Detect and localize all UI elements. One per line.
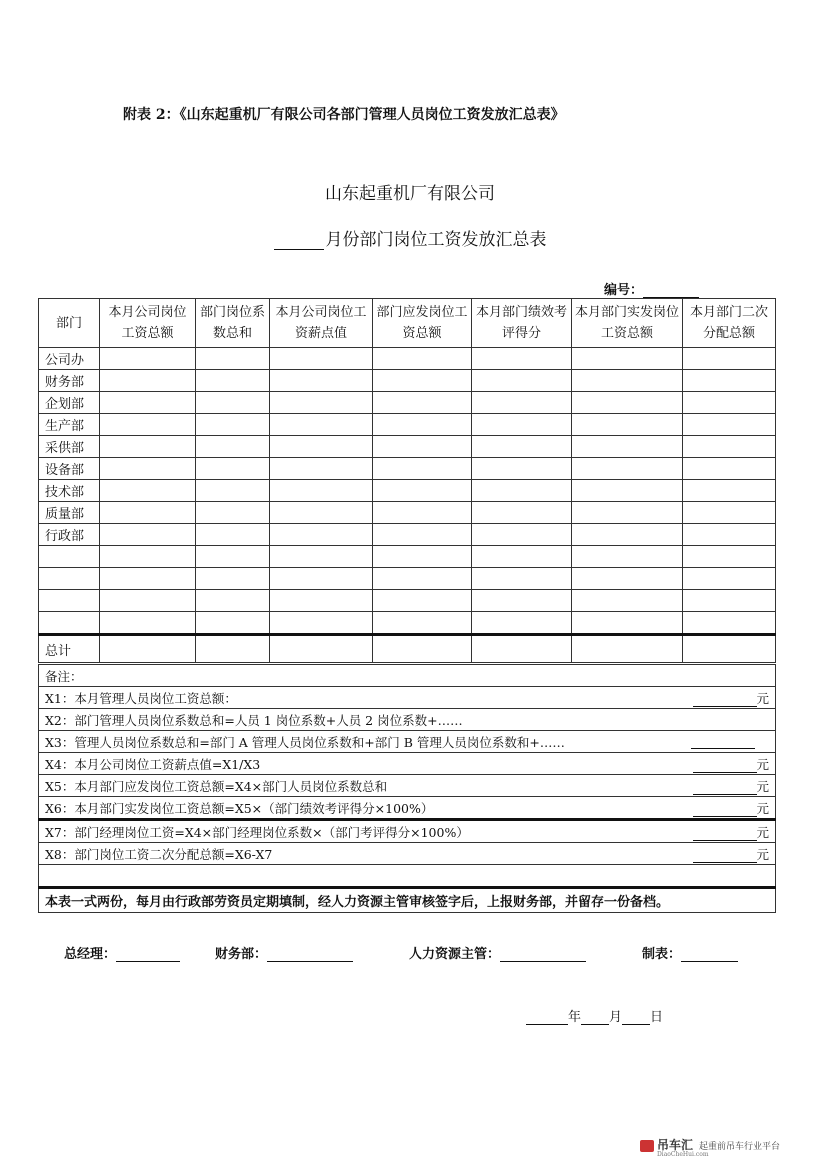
department-name: 财务部 xyxy=(39,370,100,392)
note-row-x3 xyxy=(39,731,776,753)
note-row-x1 xyxy=(39,687,776,709)
watermark-slogan: 起重前吊车行业平台 xyxy=(699,1142,781,1152)
table-cell[interactable] xyxy=(270,370,373,392)
company-name: 山东起重机厂有限公司 xyxy=(325,184,495,204)
department-name: 生产部 xyxy=(39,414,100,436)
table-cell[interactable] xyxy=(683,370,776,392)
note-x7-value[interactable] xyxy=(679,820,776,843)
table-cell[interactable] xyxy=(100,502,196,524)
month-blank[interactable] xyxy=(581,1010,609,1025)
year-blank[interactable] xyxy=(526,1010,568,1025)
table-cell[interactable] xyxy=(472,635,572,663)
table-cell[interactable] xyxy=(683,392,776,414)
table-cell[interactable] xyxy=(683,502,776,524)
day-label: 日 xyxy=(650,1010,664,1025)
table-cell[interactable] xyxy=(270,348,373,370)
month-blank[interactable] xyxy=(274,233,324,250)
table-cell[interactable] xyxy=(100,436,196,458)
table-row xyxy=(39,436,776,458)
table-cell[interactable] xyxy=(472,502,572,524)
table-cell[interactable] xyxy=(100,568,196,590)
table-cell[interactable] xyxy=(100,414,196,436)
empty-note-cell[interactable] xyxy=(39,865,776,888)
table-row xyxy=(39,524,776,546)
table-cell[interactable] xyxy=(373,392,472,414)
table-cell[interactable] xyxy=(373,480,472,502)
table-cell[interactable] xyxy=(270,458,373,480)
table-cell[interactable] xyxy=(196,480,270,502)
table-cell[interactable] xyxy=(270,436,373,458)
gm-blank[interactable] xyxy=(116,947,180,962)
table-cell[interactable] xyxy=(572,502,683,524)
note-x6: X6：本月部门实发岗位工资总额=X5×（部门绩效考评得分×100%） xyxy=(39,797,679,820)
table-cell[interactable] xyxy=(472,392,572,414)
table-row xyxy=(39,370,776,392)
table-cell[interactable] xyxy=(683,414,776,436)
department-name: 质量部 xyxy=(39,502,100,524)
department-name: 采供部 xyxy=(39,436,100,458)
table-cell[interactable] xyxy=(270,612,373,635)
department-name: 技术部 xyxy=(39,480,100,502)
table-cell[interactable] xyxy=(572,635,683,663)
year-label: 年 xyxy=(568,1010,582,1025)
table-cell[interactable] xyxy=(683,590,776,612)
note-x4-value[interactable] xyxy=(679,753,776,775)
watermark-brand: 吊车汇 xyxy=(657,1138,694,1152)
table-cell[interactable] xyxy=(196,414,270,436)
table-cell[interactable] xyxy=(196,524,270,546)
table-cell[interactable] xyxy=(270,502,373,524)
hr-blank[interactable] xyxy=(500,947,586,962)
table-cell[interactable] xyxy=(472,524,572,546)
table-cell[interactable] xyxy=(683,458,776,480)
appendix-title: 附表 2：《山东起重机厂有限公司各部门管理人员岗位工资发放汇总表》 xyxy=(123,107,565,123)
table-cell[interactable] xyxy=(100,480,196,502)
unit-label: 元 xyxy=(756,846,770,862)
table-cell[interactable] xyxy=(100,392,196,414)
table-cell[interactable] xyxy=(572,414,683,436)
note-row-x7 xyxy=(39,820,776,843)
table-cell[interactable] xyxy=(100,590,196,612)
unit-label: 元 xyxy=(756,778,770,794)
table-cell[interactable] xyxy=(373,502,472,524)
table-cell[interactable] xyxy=(683,546,776,568)
preparer-blank[interactable] xyxy=(681,947,738,962)
note-row-x4 xyxy=(39,753,776,775)
note-x1-value[interactable] xyxy=(679,687,776,709)
preparer-label: 制表： xyxy=(642,947,682,962)
total-label: 总计 xyxy=(39,635,100,663)
table-cell[interactable] xyxy=(270,568,373,590)
table-cell[interactable] xyxy=(196,348,270,370)
note-row-x8 xyxy=(39,843,776,865)
date-line xyxy=(526,1006,663,1025)
note-x8: X8：部门岗位工资二次分配总额=X6-X7 xyxy=(39,843,679,865)
department-name: 公司办 xyxy=(39,348,100,370)
department-name: 设备部 xyxy=(39,458,100,480)
table-cell[interactable] xyxy=(683,635,776,663)
day-blank[interactable] xyxy=(622,1010,650,1025)
table-cell[interactable] xyxy=(572,546,683,568)
table-cell[interactable] xyxy=(270,392,373,414)
unit-label: 元 xyxy=(756,756,770,772)
note-row-x6 xyxy=(39,797,776,820)
table-cell[interactable] xyxy=(572,370,683,392)
table-cell[interactable] xyxy=(572,524,683,546)
note-x8-value[interactable] xyxy=(679,843,776,865)
serial-number xyxy=(604,279,699,298)
table-cell[interactable] xyxy=(472,458,572,480)
table-cell[interactable] xyxy=(373,414,472,436)
table-cell[interactable] xyxy=(196,392,270,414)
salary-summary-table xyxy=(38,298,776,663)
table-cell[interactable] xyxy=(100,348,196,370)
table-cell[interactable] xyxy=(472,612,572,635)
header-cell: 部门岗位系数总和 xyxy=(196,299,270,348)
table-cell[interactable] xyxy=(683,480,776,502)
table-row xyxy=(39,458,776,480)
gm-signature xyxy=(64,943,180,962)
table-row xyxy=(39,590,776,612)
header-cell: 本月部门实发岗位工资总额 xyxy=(572,299,683,348)
table-cell[interactable] xyxy=(270,414,373,436)
table-row xyxy=(39,480,776,502)
serial-blank[interactable] xyxy=(643,283,699,298)
table-row xyxy=(39,392,776,414)
notes-heading-row xyxy=(39,665,776,687)
table-cell[interactable] xyxy=(373,612,472,635)
serial-label: 编号： xyxy=(604,283,644,298)
hr-signature xyxy=(409,943,586,962)
note-row-empty xyxy=(39,865,776,888)
table-cell[interactable] xyxy=(196,546,270,568)
table-cell[interactable] xyxy=(373,348,472,370)
unit-label: 元 xyxy=(756,690,770,706)
table-cell[interactable] xyxy=(373,590,472,612)
table-cell[interactable] xyxy=(572,590,683,612)
note-x4: X4：本月公司岗位工资薪点值=X1/X3 xyxy=(39,753,679,775)
department-name: 行政部 xyxy=(39,524,100,546)
department-name xyxy=(39,612,100,635)
notes-table xyxy=(38,664,776,913)
note-x5-value[interactable] xyxy=(679,775,776,797)
table-cell[interactable] xyxy=(683,524,776,546)
unit-label: 元 xyxy=(756,800,770,816)
department-name: 企划部 xyxy=(39,392,100,414)
crane-logo-icon xyxy=(640,1140,654,1152)
table-cell[interactable] xyxy=(196,635,270,663)
form-title-text: 月份部门岗位工资发放汇总表 xyxy=(325,230,547,250)
gm-label: 总经理： xyxy=(64,947,117,962)
table-cell[interactable] xyxy=(100,458,196,480)
header-cell: 本月公司岗位工资总额 xyxy=(100,299,196,348)
table-row xyxy=(39,414,776,436)
table-cell[interactable] xyxy=(683,568,776,590)
table-cell[interactable] xyxy=(373,546,472,568)
table-cell[interactable] xyxy=(572,392,683,414)
table-cell[interactable] xyxy=(196,568,270,590)
table-cell[interactable] xyxy=(572,480,683,502)
table-row xyxy=(39,348,776,370)
table-cell[interactable] xyxy=(270,524,373,546)
note-x7: X7：部门经理岗位工资=X4×部门经理岗位系数×（部门考评得分×100%） xyxy=(39,820,679,843)
table-cell[interactable] xyxy=(472,348,572,370)
table-cell[interactable] xyxy=(572,436,683,458)
note-x1: X1：本月管理人员岗位工资总额： xyxy=(39,687,679,709)
note-row-x5 xyxy=(39,775,776,797)
preparer-signature xyxy=(642,943,738,962)
note-x6-value[interactable] xyxy=(679,797,776,820)
table-cell[interactable] xyxy=(270,480,373,502)
table-cell[interactable] xyxy=(373,436,472,458)
note-row-x2 xyxy=(39,709,776,731)
header-cell: 本月部门绩效考评得分 xyxy=(472,299,572,348)
table-cell[interactable] xyxy=(100,635,196,663)
table-cell[interactable] xyxy=(196,612,270,635)
notes-heading: 备注： xyxy=(39,665,776,687)
form-title xyxy=(0,225,820,250)
table-cell[interactable] xyxy=(196,436,270,458)
table-cell[interactable] xyxy=(373,458,472,480)
table-row xyxy=(39,502,776,524)
table-cell[interactable] xyxy=(196,590,270,612)
header-cell: 本月公司岗位工资薪点值 xyxy=(270,299,373,348)
table-cell[interactable] xyxy=(270,546,373,568)
table-cell[interactable] xyxy=(373,524,472,546)
note-x2: X2：部门管理人员岗位系数总和=人员 1 岗位系数+人员 2 岗位系数+…… xyxy=(39,709,776,731)
finance-label: 财务部： xyxy=(215,947,268,962)
table-cell[interactable] xyxy=(270,590,373,612)
table-cell[interactable] xyxy=(100,612,196,635)
footer-row xyxy=(39,888,776,913)
table-cell[interactable] xyxy=(683,612,776,635)
hr-label: 人力资源主管： xyxy=(409,947,501,962)
table-row xyxy=(39,612,776,635)
table-cell[interactable] xyxy=(373,635,472,663)
table-cell[interactable] xyxy=(373,568,472,590)
department-name xyxy=(39,568,100,590)
finance-blank[interactable] xyxy=(267,947,353,962)
table-cell[interactable] xyxy=(472,414,572,436)
table-header-row xyxy=(39,299,776,348)
table-cell[interactable] xyxy=(270,635,373,663)
table-cell[interactable] xyxy=(472,546,572,568)
table-cell[interactable] xyxy=(683,348,776,370)
finance-signature xyxy=(215,943,353,962)
table-cell[interactable] xyxy=(100,370,196,392)
table-cell[interactable] xyxy=(196,370,270,392)
table-cell[interactable] xyxy=(572,458,683,480)
table-cell[interactable] xyxy=(100,524,196,546)
footer-note: 本表一式两份，每月由行政部劳资员定期填制，经人力资源主管审核签字后，上报财务部，并留存一份备档。 xyxy=(39,888,776,913)
watermark-logo xyxy=(640,1136,780,1158)
table-cell[interactable] xyxy=(196,458,270,480)
header-cell: 本月部门二次分配总额 xyxy=(683,299,776,348)
note-x3-value[interactable] xyxy=(679,731,776,753)
department-name xyxy=(39,590,100,612)
table-cell[interactable] xyxy=(572,568,683,590)
table-row xyxy=(39,568,776,590)
note-x3: X3：管理人员岗位系数总和=部门 A 管理人员岗位系数和+部门 B 管理人员岗位系数和+…… xyxy=(39,731,679,753)
table-row xyxy=(39,546,776,568)
table-cell[interactable] xyxy=(472,436,572,458)
watermark-site: DiaoCheHui.com xyxy=(657,1151,709,1158)
header-cell: 部门应发岗位工资总额 xyxy=(373,299,472,348)
header-cell: 部门 xyxy=(39,299,100,348)
table-cell[interactable] xyxy=(472,590,572,612)
note-x5: X5：本月部门应发岗位工资总额=X4×部门人员岗位系数总和 xyxy=(39,775,679,797)
table-cell[interactable] xyxy=(100,546,196,568)
table-cell[interactable] xyxy=(196,502,270,524)
department-name xyxy=(39,546,100,568)
table-cell[interactable] xyxy=(472,480,572,502)
table-cell[interactable] xyxy=(683,436,776,458)
table-cell[interactable] xyxy=(472,370,572,392)
table-cell[interactable] xyxy=(373,370,472,392)
unit-label: 元 xyxy=(756,824,770,840)
table-cell[interactable] xyxy=(572,612,683,635)
month-label: 月 xyxy=(609,1010,623,1025)
total-row xyxy=(39,635,776,663)
table-cell[interactable] xyxy=(472,568,572,590)
table-cell[interactable] xyxy=(572,348,683,370)
